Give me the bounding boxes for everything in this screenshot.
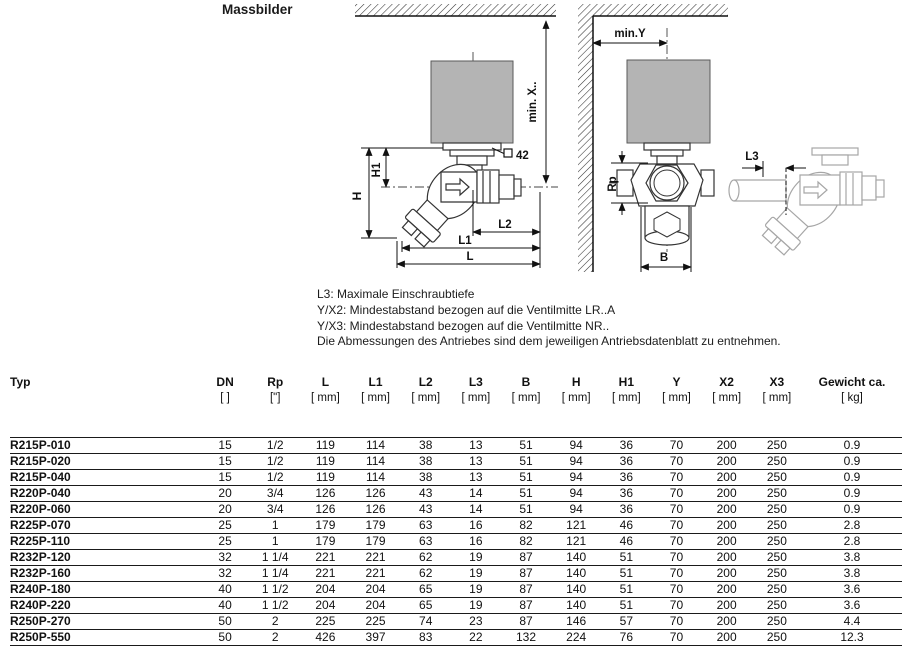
column-header: X3 [ mm] xyxy=(762,375,792,404)
cell-value: 1/2 xyxy=(250,470,300,486)
dim-label-h1: H1 xyxy=(371,162,383,178)
cell-value: 179 xyxy=(300,534,350,550)
cell-value: 0.9 xyxy=(802,438,902,454)
cell-value: 250 xyxy=(752,502,802,518)
cell-value: 87 xyxy=(501,598,551,614)
cell-value: 204 xyxy=(350,598,400,614)
cell-value: 114 xyxy=(350,438,400,454)
cell-value: 1 1/4 xyxy=(250,566,300,582)
cell-value: 426 xyxy=(300,630,350,646)
cell-value: 250 xyxy=(752,566,802,582)
table-row xyxy=(10,566,902,582)
dim-label-l2: L2 xyxy=(498,219,512,231)
table-body xyxy=(10,438,902,646)
cell-value: 126 xyxy=(300,502,350,518)
square-42-callout xyxy=(492,148,529,162)
cell-value: 13 xyxy=(451,438,501,454)
cell-value: 140 xyxy=(551,566,601,582)
cell-value: 250 xyxy=(752,518,802,534)
cell-value: 19 xyxy=(451,582,501,598)
pipe-outline xyxy=(729,180,786,201)
column-header: H [ mm] xyxy=(561,375,591,404)
cell-value: 221 xyxy=(300,550,350,566)
cell-value: 23 xyxy=(451,614,501,630)
cell-value: 62 xyxy=(401,566,451,582)
cell-value: 36 xyxy=(601,470,651,486)
cell-value: 200 xyxy=(702,502,752,518)
cell-value: 0.9 xyxy=(802,486,902,502)
dim-label-min-y: min.Y xyxy=(614,28,646,40)
cell-value: 2 xyxy=(250,630,300,646)
cell-value: 51 xyxy=(501,454,551,470)
cell-value: 221 xyxy=(350,550,400,566)
cell-value: 43 xyxy=(401,502,451,518)
cell-value: 204 xyxy=(350,582,400,598)
cell-typ: R215P-010 xyxy=(10,438,200,454)
cell-typ: R225P-070 xyxy=(10,518,200,534)
note-line: Y/X2: Mindestabstand bezogen auf die Ventilmitte LR..A xyxy=(317,302,616,317)
cell-value: 51 xyxy=(601,566,651,582)
cell-value: 2.8 xyxy=(802,534,902,550)
cell-value: 87 xyxy=(501,614,551,630)
cell-value: 20 xyxy=(200,486,250,502)
cell-value: 82 xyxy=(501,534,551,550)
cell-typ: R240P-220 xyxy=(10,598,200,614)
cell-value: 132 xyxy=(501,630,551,646)
column-header: L2 [ mm] xyxy=(411,375,441,404)
cell-value: 63 xyxy=(401,534,451,550)
column-header: H1 [ mm] xyxy=(611,375,641,404)
cell-value: 119 xyxy=(300,454,350,470)
cell-value: 200 xyxy=(702,486,752,502)
table-row xyxy=(10,486,902,502)
cell-value: 94 xyxy=(551,502,601,518)
dim-min-y xyxy=(593,28,667,43)
cell-value: 1 1/4 xyxy=(250,550,300,566)
cell-value: 250 xyxy=(752,486,802,502)
cell-value: 32 xyxy=(200,566,250,582)
cell-value: 0.9 xyxy=(802,454,902,470)
cell-value: 46 xyxy=(601,518,651,534)
dimensions-table xyxy=(10,373,902,646)
cell-value: 19 xyxy=(451,566,501,582)
cell-value: 200 xyxy=(702,438,752,454)
cell-value: 1 xyxy=(250,518,300,534)
cell-value: 1 1/2 xyxy=(250,598,300,614)
cell-value: 40 xyxy=(200,598,250,614)
column-header: L3 [ mm] xyxy=(461,375,491,404)
cell-typ: R232P-160 xyxy=(10,566,200,582)
cell-typ: R232P-120 xyxy=(10,550,200,566)
cell-value: 70 xyxy=(651,470,701,486)
cell-value: 25 xyxy=(200,518,250,534)
cell-value: 20 xyxy=(200,502,250,518)
cell-value: 38 xyxy=(401,438,451,454)
cell-value: 4.4 xyxy=(802,614,902,630)
cell-value: 12.3 xyxy=(802,630,902,646)
cell-value: 51 xyxy=(601,582,651,598)
cell-value: 36 xyxy=(601,486,651,502)
cell-value: 179 xyxy=(350,534,400,550)
cell-value: 74 xyxy=(401,614,451,630)
cell-value: 70 xyxy=(651,518,701,534)
cell-value: 1 1/2 xyxy=(250,582,300,598)
cell-value: 51 xyxy=(501,502,551,518)
cell-value: 94 xyxy=(551,454,601,470)
table-row xyxy=(10,614,902,630)
cell-value: 76 xyxy=(601,630,651,646)
dimension-drawings xyxy=(0,0,917,292)
cell-value: 179 xyxy=(350,518,400,534)
cell-value: 70 xyxy=(651,566,701,582)
column-header: Y [ mm] xyxy=(662,375,691,404)
table-row xyxy=(10,550,902,566)
cell-value: 15 xyxy=(200,438,250,454)
cell-value: 16 xyxy=(451,534,501,550)
cell-value: 65 xyxy=(401,598,451,614)
column-header: L [ mm] xyxy=(311,375,340,404)
cell-value: 200 xyxy=(702,630,752,646)
cell-value: 51 xyxy=(601,550,651,566)
cell-typ: R225P-110 xyxy=(10,534,200,550)
valve-front-outline xyxy=(617,164,714,245)
cell-value: 1/2 xyxy=(250,438,300,454)
table-row xyxy=(10,470,902,486)
cell-value: 70 xyxy=(651,630,701,646)
cell-typ: R250P-550 xyxy=(10,630,200,646)
cell-typ: R240P-180 xyxy=(10,582,200,598)
cell-value: 38 xyxy=(401,470,451,486)
cell-value: 14 xyxy=(451,486,501,502)
dim-label-l1: L1 xyxy=(458,235,472,247)
cell-value: 200 xyxy=(702,534,752,550)
cell-value: 70 xyxy=(651,486,701,502)
cell-value: 38 xyxy=(401,454,451,470)
cell-value: 200 xyxy=(702,518,752,534)
diagram-front-view xyxy=(578,4,728,272)
cell-value: 87 xyxy=(501,566,551,582)
ceiling-hatch-icon xyxy=(355,4,556,16)
actuator-adapter xyxy=(644,143,690,164)
column-header: L1 [ mm] xyxy=(361,375,390,404)
dim-min-x xyxy=(527,21,546,183)
table-header-row xyxy=(10,373,902,438)
page-title: Massbilder xyxy=(222,2,293,17)
table-row xyxy=(10,534,902,550)
cell-value: 200 xyxy=(702,614,752,630)
cell-value: 70 xyxy=(651,550,701,566)
cell-value: 146 xyxy=(551,614,601,630)
cell-value: 3/4 xyxy=(250,486,300,502)
dim-label-l3: L3 xyxy=(745,151,759,163)
cell-value: 140 xyxy=(551,598,601,614)
cell-value: 83 xyxy=(401,630,451,646)
cell-value: 121 xyxy=(551,534,601,550)
cell-value: 121 xyxy=(551,518,601,534)
cell-value: 3.6 xyxy=(802,598,902,614)
cell-value: 250 xyxy=(752,582,802,598)
cell-value: 250 xyxy=(752,534,802,550)
table-row xyxy=(10,502,902,518)
cell-value: 43 xyxy=(401,486,451,502)
cell-value: 250 xyxy=(752,550,802,566)
cell-value: 200 xyxy=(702,582,752,598)
cell-typ: R220P-040 xyxy=(10,486,200,502)
cell-value: 126 xyxy=(300,486,350,502)
cell-value: 50 xyxy=(200,630,250,646)
cell-value: 13 xyxy=(451,470,501,486)
cell-value: 70 xyxy=(651,438,701,454)
cell-value: 82 xyxy=(501,518,551,534)
cell-value: 94 xyxy=(551,486,601,502)
cell-value: 70 xyxy=(651,502,701,518)
cell-value: 36 xyxy=(601,454,651,470)
cell-value: 221 xyxy=(350,566,400,582)
cell-value: 200 xyxy=(702,598,752,614)
cell-value: 94 xyxy=(551,470,601,486)
cell-value: 87 xyxy=(501,550,551,566)
dim-label-l: L xyxy=(466,251,474,263)
cell-value: 36 xyxy=(601,502,651,518)
cell-value: 0.9 xyxy=(802,502,902,518)
square-icon xyxy=(504,149,512,157)
cell-value: 70 xyxy=(651,614,701,630)
cell-value: 204 xyxy=(300,598,350,614)
cell-value: 19 xyxy=(451,598,501,614)
cell-value: 2 xyxy=(250,614,300,630)
column-header: Rp ["] xyxy=(267,375,284,404)
note-line: Y/X3: Mindestabstand bezogen auf die Ventilmitte NR.. xyxy=(317,318,610,333)
table-row xyxy=(10,438,902,454)
cell-value: 1/2 xyxy=(250,454,300,470)
dim-label-rp: Rp xyxy=(607,176,619,192)
cell-value: 94 xyxy=(551,438,601,454)
cell-value: 250 xyxy=(752,630,802,646)
valve-ghost-outline xyxy=(756,148,884,260)
cell-value: 200 xyxy=(702,550,752,566)
cell-value: 15 xyxy=(200,470,250,486)
actuator-box xyxy=(627,60,710,143)
dim-label-b: B xyxy=(659,252,669,264)
cell-value: 16 xyxy=(451,518,501,534)
cell-typ: R250P-270 xyxy=(10,614,200,630)
cell-value: 126 xyxy=(350,486,400,502)
cell-value: 51 xyxy=(501,438,551,454)
cell-value: 51 xyxy=(601,598,651,614)
table-header xyxy=(10,373,902,438)
cell-typ: R220P-060 xyxy=(10,502,200,518)
cell-value: 114 xyxy=(350,470,400,486)
cell-value: 51 xyxy=(501,486,551,502)
cell-value: 70 xyxy=(651,534,701,550)
cell-value: 15 xyxy=(200,454,250,470)
table-row xyxy=(10,454,902,470)
cell-value: 200 xyxy=(702,470,752,486)
diagram-side-view xyxy=(350,4,558,268)
column-header: B [ mm] xyxy=(511,375,541,404)
cell-value: 119 xyxy=(300,470,350,486)
cell-value: 63 xyxy=(401,518,451,534)
cell-value: 250 xyxy=(752,614,802,630)
table-row xyxy=(10,630,902,646)
cell-value: 3.8 xyxy=(802,566,902,582)
cell-value: 140 xyxy=(551,582,601,598)
column-header: Gewicht ca. [ kg] xyxy=(818,375,886,404)
cell-value: 3/4 xyxy=(250,502,300,518)
cell-value: 51 xyxy=(501,470,551,486)
table-row xyxy=(10,582,902,598)
cell-value: 25 xyxy=(200,534,250,550)
diagram-insertion-depth xyxy=(729,148,884,260)
cell-typ: R215P-040 xyxy=(10,470,200,486)
cell-value: 62 xyxy=(401,550,451,566)
cell-value: 22 xyxy=(451,630,501,646)
cell-value: 70 xyxy=(651,598,701,614)
cell-value: 250 xyxy=(752,470,802,486)
dim-label-h: H xyxy=(350,191,364,201)
column-header: X2 [ mm] xyxy=(712,375,742,404)
cell-value: 70 xyxy=(651,582,701,598)
cell-value: 14 xyxy=(451,502,501,518)
cell-value: 204 xyxy=(300,582,350,598)
cell-value: 40 xyxy=(200,582,250,598)
cell-value: 46 xyxy=(601,534,651,550)
cell-value: 36 xyxy=(601,438,651,454)
cell-value: 397 xyxy=(350,630,400,646)
cell-value: 250 xyxy=(752,598,802,614)
cell-value: 250 xyxy=(752,438,802,454)
cell-value: 224 xyxy=(551,630,601,646)
cell-value: 140 xyxy=(551,550,601,566)
cell-value: 87 xyxy=(501,582,551,598)
cell-value: 3.6 xyxy=(802,582,902,598)
cell-value: 65 xyxy=(401,582,451,598)
cell-value: 70 xyxy=(651,454,701,470)
cell-value: 179 xyxy=(300,518,350,534)
table-row xyxy=(10,518,902,534)
cell-value: 1 xyxy=(250,534,300,550)
column-header: Typ xyxy=(10,375,31,389)
cell-value: 50 xyxy=(200,614,250,630)
note-line: L3: Maximale Einschraubtiefe xyxy=(317,287,475,301)
cell-value: 200 xyxy=(702,454,752,470)
cell-value: 126 xyxy=(350,502,400,518)
cell-value: 221 xyxy=(300,566,350,582)
cell-value: 0.9 xyxy=(802,470,902,486)
cell-value: 2.8 xyxy=(802,518,902,534)
cell-value: 19 xyxy=(451,550,501,566)
dim-label-42: 42 xyxy=(516,150,529,162)
cell-value: 57 xyxy=(601,614,651,630)
cell-value: 200 xyxy=(702,566,752,582)
dim-label-min-x: min. X.. xyxy=(527,81,539,123)
cell-value: 114 xyxy=(350,454,400,470)
cell-value: 3.8 xyxy=(802,550,902,566)
actuator-box xyxy=(431,61,513,143)
column-header: DN [ ] xyxy=(216,375,234,404)
cell-value: 32 xyxy=(200,550,250,566)
note-line: Die Abmessungen des Antriebes sind dem jeweiligen Antriebsdatenblatt zu entnehmen. xyxy=(317,334,781,349)
legend-notes xyxy=(317,287,781,350)
cell-value: 119 xyxy=(300,438,350,454)
cell-value: 250 xyxy=(752,454,802,470)
cell-value: 225 xyxy=(350,614,400,630)
cell-value: 225 xyxy=(300,614,350,630)
cell-typ: R215P-020 xyxy=(10,454,200,470)
cell-value: 13 xyxy=(451,454,501,470)
table-row xyxy=(10,598,902,614)
